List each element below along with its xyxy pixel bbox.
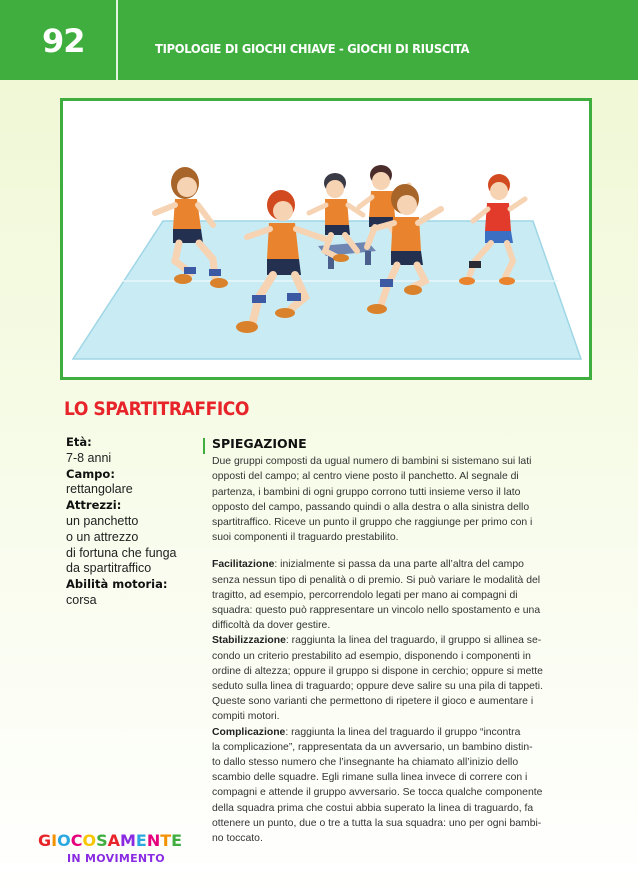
explanation-line: partenza, i bambini di ogni gruppo corrono tutti insieme verso il lato <box>212 486 521 498</box>
page-number: 92 <box>42 22 85 60</box>
game-title: LO SPARTITRAFFICO <box>64 398 249 420</box>
page-header <box>0 0 638 80</box>
section-divider <box>203 438 205 454</box>
explanation-line: senza nessun tipo di penalità o di premio. Si può variare le modalità del <box>212 574 541 586</box>
explanation-line: compiti motori. <box>212 711 280 723</box>
complication-label: Complicazione <box>212 726 286 738</box>
facilitation-first-line: Facilitazione: inizialmente si passa da una parte all’altra del campo <box>212 559 524 571</box>
logo-letter: S <box>96 831 108 850</box>
logo-letter: C <box>70 831 83 850</box>
logo-subtitle: IN MOVIMENTO <box>67 852 165 865</box>
explanation-line: la complicazione”, rappresentata da un avversario, un bambino distin- <box>212 741 533 753</box>
giocosamente-logo <box>38 831 183 865</box>
field-label: Campo: <box>66 466 115 481</box>
tools-line: o un attrezzo <box>66 529 139 544</box>
explanation-line: no toccato. <box>212 833 263 845</box>
complication-first-line: Complicazione: raggiunta la linea del traguardo il gruppo “incontra <box>212 726 521 738</box>
skill-value: corsa <box>66 592 97 607</box>
logo-letter: O <box>57 831 71 850</box>
explanation-line: to dallo stesso numero che l’insegnante ha chiamato all’inizio dello <box>212 757 519 769</box>
children-running-illustration <box>63 101 589 377</box>
tools-line: un panchetto <box>66 513 139 528</box>
field-value: rettangolare <box>66 482 133 497</box>
explanation-line: suoi componenti il traguardo prestabilito. <box>212 532 399 544</box>
logo-letter: A <box>107 831 120 850</box>
facilitation-label: Facilitazione <box>212 559 275 571</box>
age-value: 7-8 anni <box>66 450 112 465</box>
game-illustration <box>60 98 592 380</box>
tools-line: di fortuna che funga <box>66 545 177 560</box>
explanation-line: seduto sulla linea di traguardo; oppure deve salire su una pila di tappeti. <box>212 681 543 693</box>
explanation-line: ordine di altezza; oppure il gruppo si dispone in cerchio; oppure si mette <box>212 665 543 677</box>
logo-letter: M <box>119 831 136 850</box>
explanation-line: opposti del campo; al centro viene posto il panchetto. Al segnale di <box>212 471 519 483</box>
explanation-line: tragitto, ad esempio, percorrendolo legati per mano ai compagni di <box>212 589 518 601</box>
game-details <box>66 435 196 609</box>
explanation-line: Due gruppi composti da ugual numero di bambini si sistemano sui lati <box>212 456 532 468</box>
logo-letter: E <box>171 831 183 850</box>
logo-letter: I <box>51 831 58 850</box>
logo-wordmark <box>38 831 182 851</box>
explanation <box>212 436 587 846</box>
logo-letter: N <box>146 831 161 850</box>
skill-label: Abilità motoria: <box>66 577 168 592</box>
chapter-title: TIPOLOGIE DI GIOCHI CHIAVE - GIOCHI DI RIUSCITA <box>155 41 470 56</box>
explanation-line: compagni e attende il gruppo avversario. Se tocca qualche componente <box>212 787 543 799</box>
explanation-line: difficoltà da dover gestire. <box>212 620 331 632</box>
logo-letter: O <box>82 831 97 850</box>
explanation-line: della squadra prima che costui abbia superato la linea di traguardo, fa <box>212 802 534 814</box>
stabilization-label: Stabilizzazione <box>212 635 286 647</box>
explanation-title: SPIEGAZIONE <box>212 436 307 451</box>
explanation-line: squadra: questo può rappresentare un vincolo nello spostamento e una <box>212 605 541 617</box>
explanation-line: ottenere un punto, due o tre a tutta la sua squadra: uno per ogni bambi- <box>212 817 542 829</box>
header-divider <box>116 0 118 80</box>
tools-line: da spartitraffico <box>66 561 152 576</box>
tools-label: Attrezzi: <box>66 498 122 513</box>
explanation-line: opposto del campo, passando quindi o alla destra o alla sinistra dello <box>212 501 530 513</box>
explanation-line: Queste sono varianti che permettono di ripetere il gioco e aumentare i <box>212 696 534 708</box>
logo-letter: E <box>135 831 147 850</box>
logo-letter: G <box>38 831 52 850</box>
age-label: Età: <box>66 435 92 449</box>
explanation-line: condo un criterio prestabilito ad esempio, disponendo i componenti in <box>212 650 531 662</box>
stabilization-first-line: Stabilizzazione: raggiunta la linea del traguardo, il gruppo si allinea se- <box>212 635 542 647</box>
logo-letter: T <box>160 831 172 850</box>
explanation-line: spartitraffico. Riceve un punto il gruppo che raggiunge per primo con i <box>212 517 533 529</box>
explanation-line: scambio delle squadre. Egli rimane sulla linea invece di correre con i <box>212 772 528 784</box>
